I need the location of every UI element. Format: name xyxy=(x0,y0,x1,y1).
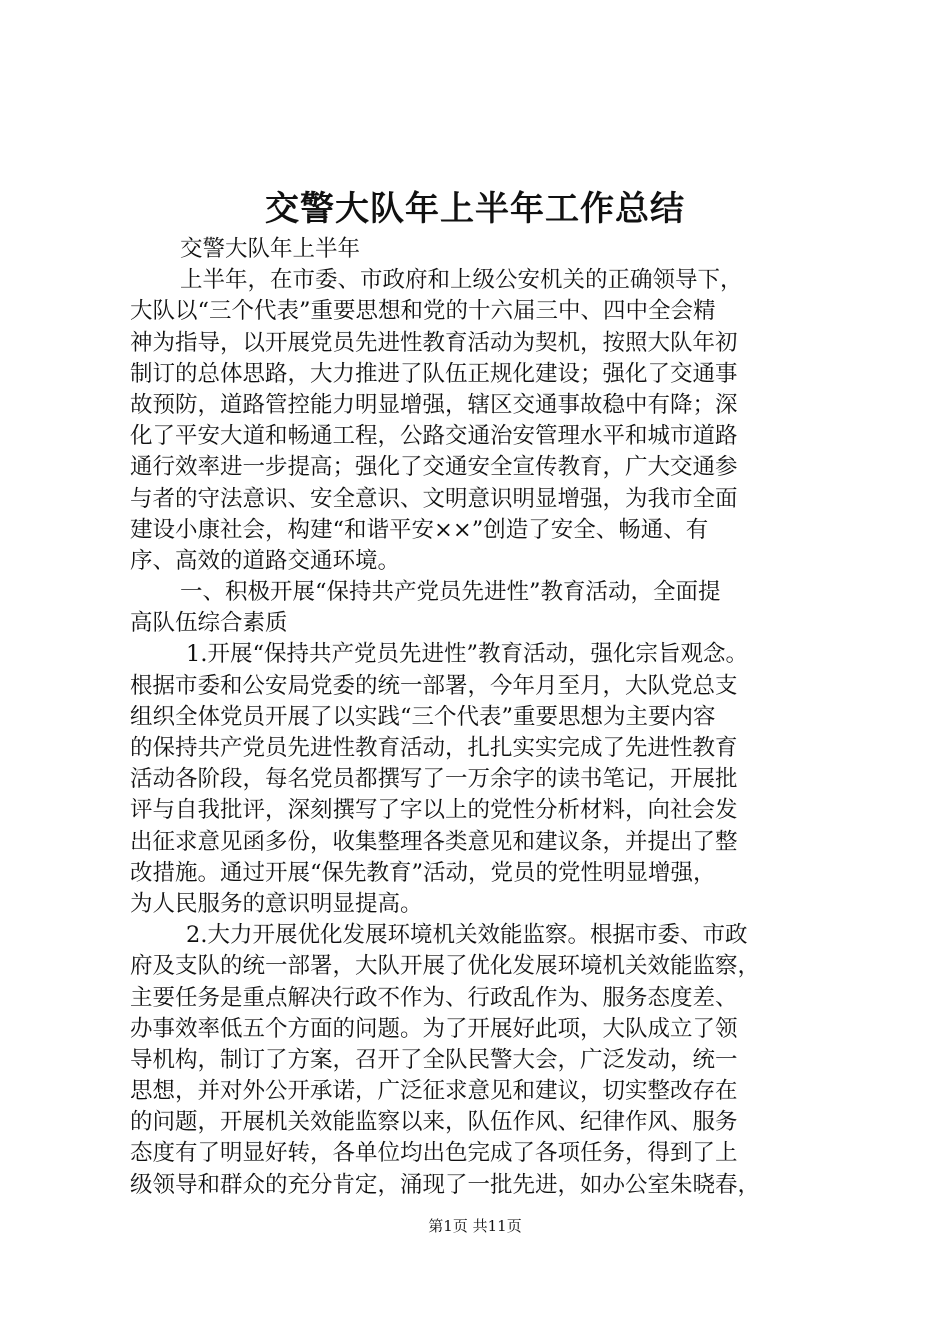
paragraph-line: 办事效率低五个方面的问题。为了开展好此项，大队成立了领 xyxy=(130,1015,738,1042)
paragraph-line: 评与自我批评，深刻撰写了字以上的党性分析材料，向社会发 xyxy=(130,797,738,824)
paragraph-line: 为人民服务的意识明显提高。 xyxy=(130,890,423,917)
paragraph-line: 出征求意见函多份，收集整理各类意见和建议条，并提出了整 xyxy=(130,828,738,855)
document-title: 交警大队年上半年工作总结 xyxy=(265,189,685,229)
paragraph-line: 与者的守法意识、安全意识、文明意识明显增强，为我市全面 xyxy=(130,485,738,512)
paragraph-line: 的问题，开展机关效能监察以来，队伍作风、纪律作风、服务 xyxy=(130,1109,738,1136)
paragraph-line: 2.大力开展优化发展环境机关效能监察。根据市委、市政 xyxy=(186,922,748,949)
paragraph-line: 1.开展“保持共产党员先进性”教育活动，强化宗旨观念。 xyxy=(186,641,748,668)
paragraph-line: 序、高效的道路交通环境。 xyxy=(130,547,401,574)
paragraph-line: 建设小康社会，构建“和谐平安××”创造了安全、畅通、有 xyxy=(130,516,709,543)
paragraph-line: 根据市委和公安局党委的统一部署，今年月至月，大队党总支 xyxy=(130,672,738,699)
subtitle-line: 交警大队年上半年 xyxy=(180,236,361,262)
document-body xyxy=(130,234,835,1201)
paragraph-line: 的保持共产党员先进性教育活动，扎扎实实完成了先进性教育 xyxy=(130,735,738,761)
paragraph-line: 通行效率进一步提高；强化了交通安全宣传教育，广大交通参 xyxy=(130,454,738,481)
paragraph-line: 府及支队的统一部署，大队开展了优化发展环境机关效能监察， xyxy=(130,953,761,980)
paragraph-line: 态度有了明显好转，各单位均出色完成了各项任务，得到了上 xyxy=(130,1140,738,1167)
paragraph-line: 神为指导，以开展党员先进性教育活动为契机，按照大队年初 xyxy=(130,329,738,356)
paragraph-line: 上半年，在市委、市政府和上级公安机关的正确领导下， xyxy=(180,267,743,294)
page-footer: 第1页 共11页 xyxy=(428,1217,522,1235)
paragraph-line: 导机构，制订了方案，召开了全队民警大会，广泛发动，统一 xyxy=(130,1046,738,1073)
paragraph-line: 化了平安大道和畅通工程，公路交通治安管理水平和城市道路 xyxy=(130,423,738,450)
paragraph-line: 故预防，道路管控能力明显增强，辖区交通事故稳中有降；深 xyxy=(130,391,738,418)
paragraph-line: 思想，并对外公开承诺，广泛征求意见和建议，切实整改存在 xyxy=(130,1078,738,1105)
section-heading-line: 一、积极开展“保持共产党员先进性”教育活动，全面提 xyxy=(180,579,721,606)
paragraph-line: 改措施。通过开展“保先教育”活动，党员的党性明显增强， xyxy=(130,859,716,886)
paragraph-line: 活动各阶段，每名党员都撰写了一万余字的读书笔记，开展批 xyxy=(130,766,738,793)
section-heading-line: 高队伍综合素质 xyxy=(130,610,288,637)
paragraph-line: 大队以“三个代表”重要思想和党的十六届三中、四中全会精 xyxy=(130,298,716,325)
paragraph-line: 制订的总体思路，大力推进了队伍正规化建设；强化了交通事 xyxy=(130,360,738,387)
paragraph-line: 主要任务是重点解决行政不作为、行政乱作为、服务态度差、 xyxy=(130,984,738,1011)
paragraph-line: 级领导和群众的充分肯定，涌现了一批先进，如办公室朱晓春， xyxy=(130,1171,761,1198)
paragraph-line: 组织全体党员开展了以实践“三个代表”重要思想为主要内容 xyxy=(130,703,716,730)
